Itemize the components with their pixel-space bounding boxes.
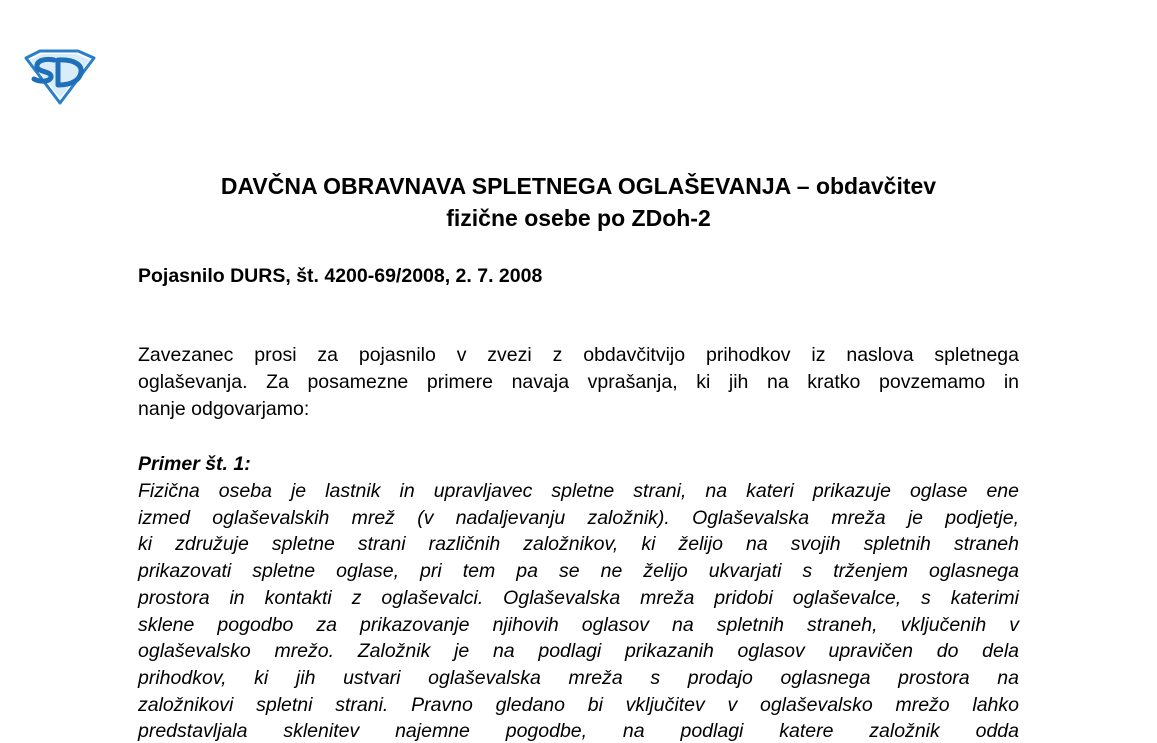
document-title-line-1: DAVČNA OBRAVNAVA SPLETNEGA OGLAŠEVANJA – obdavčitev <box>220 173 937 199</box>
example-line: oglaševalsko mrežo. Založnik je na podlagi prikazanih oglasov upravičen do dela <box>138 640 1019 663</box>
example-line: prikazovati spletne oglase, pri tem pa se ne želijo ukvarjati s trženjem oglasnega <box>138 560 1019 583</box>
example-line: predstavljala sklenitev najemne pogodbe, na podlagi katere založnik odda <box>138 720 1019 743</box>
sd-shield-logo-icon <box>20 48 98 106</box>
example-line: sklene pogodbo za prikazovanje njihovih oglasov na spletnih straneh, vključenih v <box>138 613 1019 636</box>
example-paragraph <box>138 478 1019 743</box>
example-line: založnikovi spletni strani. Pravno gledano bi vključitev v oglaševalsko mrežo lahko <box>138 693 1019 716</box>
example-line: prostora in kontakti z oglaševalci. Oglaševalska mreža pridobi oglaševalce, s katerimi <box>138 586 1019 609</box>
intro-line: Zavezanec prosi za pojasnilo v zvezi z obdavčitvijo prihodkov iz naslova spletnega <box>138 344 1019 366</box>
example-line: ki združuje spletne strani različnih založnikov, ki želijo na svojih spletnih straneh <box>138 533 1019 556</box>
example-line: prihodkov, ki jih ustvari oglaševalska mreža s prodajo oglasnega prostora na <box>138 666 1019 689</box>
document-subtitle: Pojasnilo DURS, št. 4200-69/2008, 2. 7. 2008 <box>138 265 543 287</box>
example-heading: Primer št. 1: <box>138 453 251 475</box>
example-line: Fizična oseba je lastnik in upravljavec spletne strani, na kateri prikazuje oglase ene <box>138 480 1019 502</box>
document-title <box>0 170 1157 234</box>
document-title-line-2: fizične osebe po ZDoh-2 <box>446 205 711 231</box>
example-line: izmed oglaševalskih mrež (v nadaljevanju založnik). Oglaševalska mreža je podjetje, <box>138 506 1019 529</box>
intro-paragraph <box>138 342 1019 423</box>
intro-line: oglaševanja. Za posamezne primere navaja vprašanja, ki jih na kratko povzemamo in <box>138 371 1019 393</box>
intro-line: nanje odgovarjamo: <box>138 398 310 420</box>
